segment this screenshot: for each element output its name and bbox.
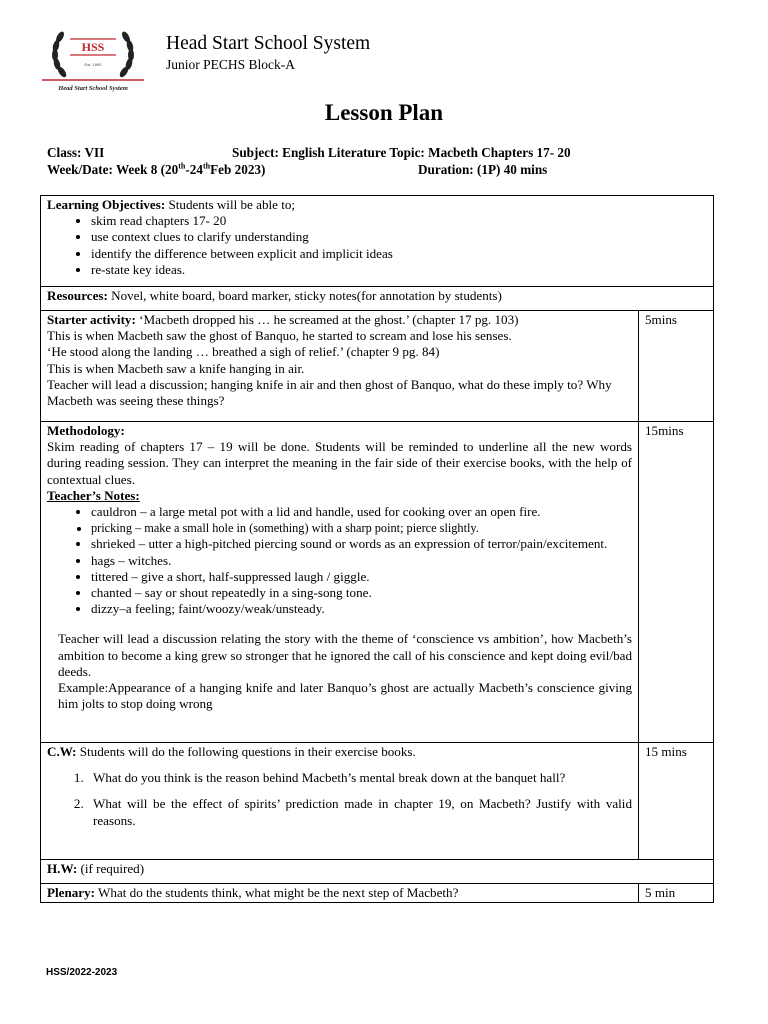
class-label: Class: VII [47, 145, 105, 160]
hw-cell [41, 860, 714, 884]
hw-text: (if required) [77, 861, 145, 876]
starter-line: This is when Macbeth saw the ghost of Banquo, he started to scream and lose his senses. [47, 328, 512, 344]
lesson-plan-table [40, 195, 714, 903]
starter-label: Starter activity: [47, 312, 136, 327]
chapters-label: Chapters 17- 20 [481, 145, 571, 160]
duration-label: Duration: (1P) 40 mins [418, 162, 548, 177]
list-item: • identify the difference between explicit and implicit ideas [91, 246, 707, 262]
week-sup: th [202, 161, 211, 171]
starter-row [41, 311, 714, 422]
logo-est: Est. 1990 [84, 62, 102, 67]
week-text: Week/Date: Week 8 (20 [47, 162, 179, 177]
hw-row [41, 860, 714, 884]
list-item: • pricking – make a small hole in (something) with a sharp point; pierce slightly. [91, 520, 632, 536]
cw-label: C.W: [47, 744, 77, 759]
resources-text: Novel, white board, board marker, sticky notes(for annotation by students) [107, 288, 502, 303]
plenary-row [41, 884, 714, 903]
school-name: Head Start School System [166, 33, 371, 54]
starter-quote: ‘Macbeth dropped his … he screamed at the ghost.’ (chapter 17 pg. 103) [135, 312, 519, 327]
week-text: Feb 2023) [210, 162, 266, 177]
footer-code: HSS/2022-2023 [46, 967, 118, 978]
plenary-time: 5 min [639, 884, 714, 903]
logo-caption: Head Start School System [58, 85, 128, 92]
objectives-cell [41, 196, 714, 287]
hw-label: H.W: [47, 861, 78, 876]
discussion-text: Teacher will lead a discussion relating the story with the theme of ‘conscience vs ambition’, how Macbeth’s ambition to become a king grew so stronger that he ignored the call of his conscience and kept doing evil/bad deeds. [58, 631, 632, 679]
resources-cell [41, 287, 714, 311]
resources-label: Resources: [47, 288, 108, 303]
starter-line: ‘He stood along the landing … breathed a sigh of relief.’ (chapter 9 pg. 84) [47, 344, 440, 360]
starter-time: 5mins [639, 311, 714, 422]
topic-label: Topic: Macbeth [389, 145, 478, 160]
objectives-row [41, 196, 714, 287]
list-item: • hags – witches. [91, 553, 632, 569]
list-item: • re-state key ideas. [91, 262, 707, 278]
objectives-list [47, 213, 707, 278]
week-sup: th [178, 161, 186, 171]
list-item: • tittered – give a short, half-suppressed laugh / giggle. [91, 569, 632, 585]
list-item: 1. What do you think is the reason behind Macbeth’s mental break down at the banquet hall? [87, 770, 632, 786]
laurel-right-icon [118, 30, 134, 78]
week-date [47, 162, 265, 178]
cw-row [41, 743, 714, 860]
plenary-label: Plenary: [47, 885, 95, 900]
subject-label: Subject: English Literature [232, 145, 387, 160]
logo-text: HSS [81, 40, 105, 54]
week-text: -24 [185, 162, 203, 177]
cw-questions [47, 770, 632, 829]
plenary-cell [41, 884, 639, 903]
list-item: • use context clues to clarify understanding [91, 229, 707, 245]
laurel-left-icon [52, 30, 68, 78]
list-item: • skim read chapters 17- 20 [91, 213, 707, 229]
objectives-label: Learning Objectives: [47, 197, 166, 212]
school-logo [38, 22, 148, 100]
list-item: 2. What will be the effect of spirits’ prediction made in chapter 19, on Macbeth? Justify with valid reasons. [87, 796, 632, 828]
plenary-text: What do the students think, what might be the next step of Macbeth? [95, 885, 459, 900]
methodology-text: Skim reading of chapters 17 – 19 will be done. Students will be reminded to underline all the new words during reading session. They can interpret the meaning in the fair side of their exercise books, with the help of contextual clues. [47, 439, 632, 487]
cw-time: 15 mins [639, 743, 714, 860]
list-item: • chanted – say or shout repeatedly in a sing-song tone. [91, 585, 632, 601]
teachers-notes-label: Teacher’s Notes: [47, 487, 140, 503]
methodology-time: 15mins [639, 422, 714, 743]
list-item: • cauldron – a large metal pot with a lid and handle, used for cooking over an open fire. [91, 504, 632, 520]
subject-topic [232, 145, 571, 161]
methodology-label: Methodology: [47, 423, 125, 438]
objectives-intro: Students will be able to; [165, 197, 296, 212]
resources-row [41, 287, 714, 311]
starter-line: Teacher will lead a discussion; hanging knife in air and then ghost of Banquo, what do these imply to? Why Macbeth was seeing these things? [47, 376, 612, 409]
methodology-cell [41, 422, 639, 743]
teachers-notes-list [47, 504, 632, 617]
methodology-row [41, 422, 714, 743]
list-item: • dizzy–a feeling; faint/woozy/weak/unsteady. [91, 601, 632, 617]
cw-intro: Students will do the following questions in their exercise books. [76, 744, 416, 759]
starter-line: This is when Macbeth saw a knife hanging in air. [47, 360, 305, 376]
cw-cell [41, 743, 639, 860]
starter-cell [41, 311, 639, 422]
list-item: • shrieked – utter a high-pitched piercing sound or words as an expression of terror/pain/excitement. [91, 536, 632, 552]
page-title: Lesson Plan [324, 100, 444, 125]
campus-name: Junior PECHS Block-A [166, 57, 296, 72]
example-text: Example:Appearance of a hanging knife and later Banquo’s ghost are actually Macbeth’s conscience giving him jolts to stop doing wrong [58, 680, 632, 712]
